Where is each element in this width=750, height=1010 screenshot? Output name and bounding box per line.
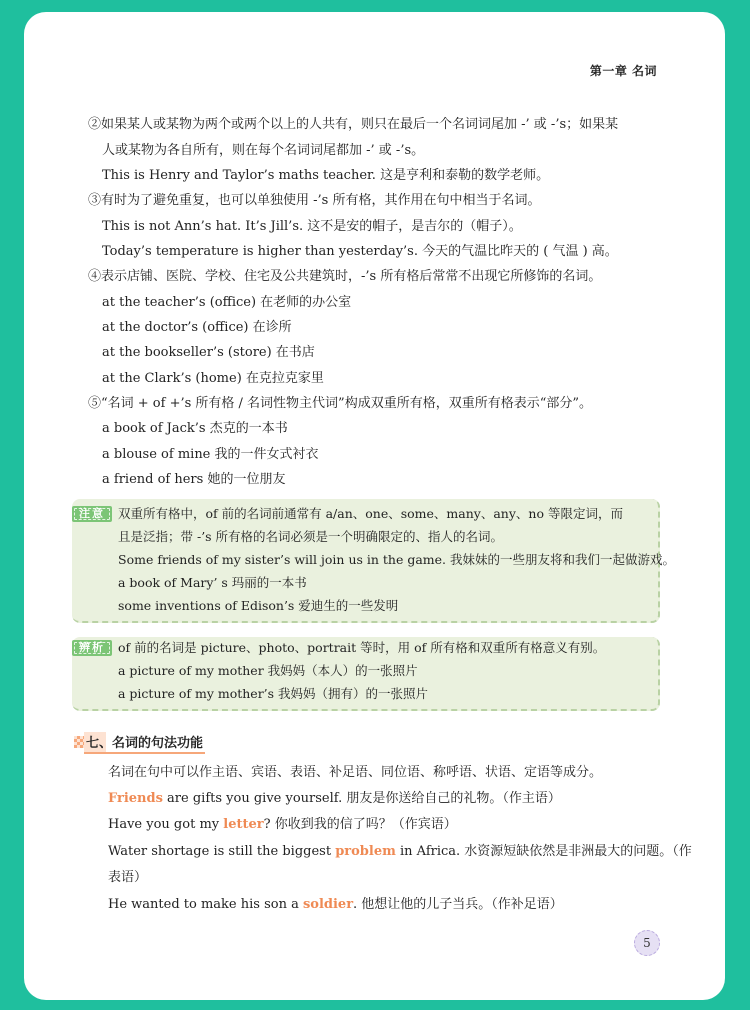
rule-3-example-1: This is not Ann’s hat. It’s Jill’s. 这不是安的帽子，是吉尔的（帽子）。	[102, 219, 522, 234]
page-number: 5	[634, 930, 660, 956]
note-box-attention	[72, 499, 675, 623]
rule-4-example-1: at the teacher’s (office) 在老师的办公室	[102, 295, 352, 310]
example-subject	[108, 790, 561, 808]
section-intro: 名词在句中可以作主语、宾语、表语、补足语、同位语、称呼语、状语、定语等成分。	[108, 765, 603, 780]
rule-5-example-1: a book of Jack’s 杰克的一本书	[102, 421, 288, 436]
note-tag-distinguish: 辨析	[72, 640, 112, 656]
example-text: . 他想让他的儿子当兵。（作补足语）	[353, 897, 563, 912]
rule-2-example: This is Henry and Taylor’s maths teacher. 这是亨利和泰勒的数学老师。	[102, 168, 550, 183]
highlight-word: soldier	[302, 897, 354, 912]
rule-3-example-2: Today’s temperature is higher than yesterday’s. 今天的气温比昨天的 ( 气温 ) 高。	[102, 244, 618, 259]
rule-4: ④表示店铺、医院、学校、住宅及公共建筑时，-’s 所有格后常常不出现它所修饰的名词。	[88, 269, 602, 284]
example-text: Have you got my	[108, 817, 224, 832]
example-text: ? 你收到我的信了吗？（作宾语）	[263, 817, 457, 832]
rule-2-line-2: 人或某物为各自所有，则在每个名词词尾都加 -’ 或 -’s。	[102, 143, 425, 158]
rule-4-example-3: at the bookseller’s (store) 在书店	[102, 345, 315, 360]
rule-4-example-4: at the Clark’s (home) 在克拉克家里	[102, 371, 324, 386]
rule-3: ③有时为了避免重复，也可以单独使用 -’s 所有格，其作用在句中相当于名词。	[88, 193, 541, 208]
note-line-3: Some friends of my sister’s will join us in the game. 我妹妹的一些朋友将和我们一起做游戏。	[118, 552, 675, 567]
rule-5-example-3: a friend of hers 她的一位朋友	[102, 472, 286, 487]
example-text: in Africa. 水资源短缺依然是非洲最大的问题。（作	[395, 844, 692, 859]
note-line-5: some inventions of Edison’s 爱迪生的一些发明	[118, 598, 399, 613]
highlight-word: letter	[223, 817, 264, 832]
example-complement	[108, 896, 563, 914]
example-text: He wanted to make his son a	[108, 897, 303, 912]
note-box-distinguish	[72, 637, 660, 711]
rule-5-example-2: a blouse of mine 我的一件女式衬衣	[102, 447, 319, 462]
page	[24, 12, 725, 1000]
rule-2-line-1: ②如果某人或某物为两个或两个以上的人共有，则只在最后一个名词词尾加 -’ 或 -’s；如果某	[88, 117, 619, 132]
distinguish-line-1: of 前的名词是 picture、photo、portrait 等时，用 of 所有格和双重所有格意义有别。	[118, 640, 606, 655]
section-title: 七、名词的句法功能	[84, 732, 205, 754]
note-line-4: a book of Mary’ s 玛丽的一本书	[118, 575, 307, 590]
highlight-word: Friends	[108, 791, 163, 806]
rule-5: ⑤“名词 + of +’s 所有格 / 名词性物主代词”构成双重所有格，双重所有格表示“部分”。	[88, 396, 592, 411]
rule-4-example-2: at the doctor’s (office) 在诊所	[102, 320, 292, 335]
example-text: are gifts you give yourself. 朋友是你送给自己的礼物。（作主语）	[162, 791, 561, 806]
chapter-header: 第一章 名词	[589, 64, 657, 78]
note-line-2: 且是泛指；带 -’s 所有格的名词必须是一个明确限定的、指人的名词。	[118, 529, 504, 544]
highlight-word: problem	[335, 844, 396, 859]
example-text: Water shortage is still the biggest	[108, 844, 336, 859]
note-line-1: 双重所有格中，of 前的名词前通常有 a/an、one、some、many、any、no 等限定词，而	[118, 506, 623, 521]
section-heading	[74, 732, 224, 752]
note-tag-attention: 注意	[72, 506, 112, 522]
example-predicative-cont: 表语）	[108, 870, 148, 885]
example-predicative	[108, 843, 692, 861]
distinguish-line-3: a picture of my mother’s 我妈妈（拥有）的一张照片	[118, 686, 429, 701]
distinguish-line-2: a picture of my mother 我妈妈（本人）的一张照片	[118, 663, 418, 678]
example-object	[108, 816, 457, 834]
